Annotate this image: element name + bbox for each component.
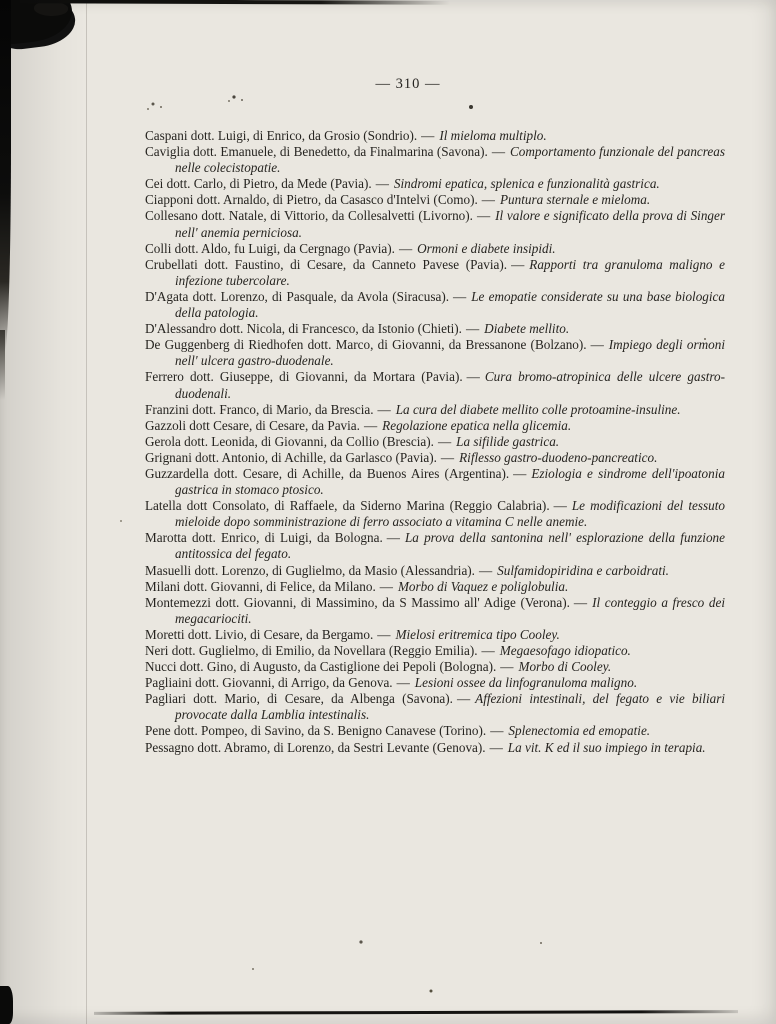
- entry-title: Affezioni intestinali, del fegato e vie biliari provocate dalla Lamblia intestinalis.: [175, 691, 725, 723]
- entry-title: Megaesofago idiopatico.: [499, 643, 631, 658]
- entry-name: D'Alessandro dott. Nicola, di Francesco, da Istonio (Chieti).: [145, 321, 462, 337]
- entry-name: Pagliaini dott. Giovanni, di Arrigo, da Genova.: [145, 675, 393, 691]
- entry-title: Eziologia e sindrome dell'ipoatonia gastrica in stomaco ptosico.: [175, 465, 726, 498]
- registry-entry-list: [145, 128, 725, 756]
- registry-entry: [145, 498, 725, 530]
- registry-entry: [145, 740, 725, 756]
- registry-entry: [145, 466, 725, 498]
- entry-name: Grignani dott. Antonio, di Achille, da Garlasco (Pavia).: [145, 449, 437, 465]
- scan-artifact-bottom-line: [94, 1010, 738, 1015]
- entry-title: Ormoni e diabete insipidi.: [417, 240, 556, 256]
- entry-title: Sulfamidopiridina e carboidrati.: [497, 562, 669, 578]
- entry-title: Mielosi eritremica tipo Cooley.: [395, 626, 560, 642]
- entry-separator: —: [465, 321, 480, 337]
- registry-entry: [145, 128, 725, 144]
- registry-entry: [145, 369, 725, 401]
- registry-entry: [145, 691, 725, 723]
- entry-title: Il valore e significato della prova di Singer nell' anemia perniciosa.: [175, 208, 725, 240]
- registry-entry: [145, 595, 725, 627]
- registry-entry: [145, 321, 725, 337]
- entry-name: Nucci dott. Gino, di Augusto, da Castiglione dei Pepoli (Bologna).: [145, 659, 497, 675]
- entry-name: Gazzoli dott Cesare, di Cesare, da Pavia.: [145, 417, 360, 433]
- registry-entry: [145, 337, 725, 369]
- entry-name: Milani dott. Giovanni, di Felice, da Milano.: [145, 578, 376, 594]
- entry-separator: —: [456, 691, 471, 707]
- entry-separator: —: [437, 433, 452, 449]
- entry-separator: —: [377, 626, 391, 642]
- registry-entry: [145, 144, 725, 176]
- entry-separator: —: [377, 401, 391, 417]
- entry-separator: —: [511, 256, 525, 272]
- entry-title: La cura del diabete mellito colle protoamine-insuline.: [395, 401, 681, 417]
- registry-entry: [145, 289, 725, 321]
- entry-title: Il mieloma multiplo.: [439, 128, 547, 143]
- entry-separator: —: [489, 739, 503, 755]
- registry-entry: [145, 208, 725, 240]
- entry-separator: —: [379, 578, 393, 594]
- registry-entry: [145, 241, 725, 257]
- entry-title: La vit. K ed il suo impiego in terapia.: [507, 739, 706, 755]
- page-number: — 310 —: [375, 76, 441, 92]
- scan-artifact-bottom-left-mark: [0, 986, 13, 1024]
- entry-separator: —: [500, 659, 514, 675]
- entry-name: Ferrero dott. Giuseppe, di Giovanni, da Mortara (Pavia).: [145, 369, 463, 385]
- entry-name: Caviglia dott. Emanuele, di Benedetto, da Finalmarina (Savona).: [145, 144, 488, 160]
- page-fold-line: [86, 0, 87, 1024]
- scan-artifact-left-streak-2: [0, 330, 5, 400]
- entry-title: Rapporti tra granuloma maligno e infezione tubercolare.: [175, 256, 725, 288]
- entry-title: Riflesso gastro-duodeno-pancreatico.: [459, 449, 658, 465]
- entry-separator: —: [363, 417, 378, 433]
- entry-title: Le emopatie considerate su una base biologica della patologia.: [175, 288, 725, 321]
- entry-separator: —: [440, 449, 455, 465]
- entry-name: Gerola dott. Leonida, di Giovanni, da Collio (Brescia).: [145, 433, 434, 449]
- entry-name: De Guggenberg di Riedhofen dott. Marco, di Giovanni, da Bressanone (Bolzano).: [145, 337, 587, 353]
- entry-name: Pene dott. Pompeo, di Savino, da S. Benigno Canavese (Torino).: [145, 723, 487, 739]
- entry-separator: —: [553, 498, 567, 514]
- registry-entry: [145, 530, 725, 562]
- registry-entry: [145, 176, 725, 192]
- entry-separator: —: [491, 144, 505, 160]
- entry-name: Franzini dott. Franco, di Mario, da Brescia.: [145, 401, 374, 417]
- registry-entry: [145, 418, 725, 434]
- entry-separator: —: [513, 465, 527, 481]
- entry-name: Colli dott. Aldo, fu Luigi, da Cergnago (Pavia).: [145, 240, 395, 256]
- entry-separator: —: [478, 562, 493, 578]
- entry-separator: —: [481, 192, 495, 208]
- entry-title: Lesioni ossee da linfogranuloma maligno.: [414, 675, 638, 691]
- entry-name: Crubellati dott. Faustino, di Cesare, da Canneto Pavese (Pavia).: [145, 256, 508, 272]
- entry-title: Il conteggio a fresco dei megacariociti.: [175, 594, 725, 626]
- entry-name: D'Agata dott. Lorenzo, di Pasquale, da Avola (Siracusa).: [145, 288, 450, 304]
- scanner-gutter: [0, 0, 86, 1024]
- entry-name: Pagliari dott. Mario, di Cesare, da Albenga (Savona).: [145, 691, 453, 707]
- registry-entry: [145, 434, 725, 450]
- entry-title: Morbo di Vaquez e poliglobulia.: [397, 578, 569, 594]
- entry-name: Masuelli dott. Lorenzo, di Guglielmo, da Masio (Alessandria).: [145, 562, 475, 578]
- entry-separator: —: [466, 369, 480, 385]
- entry-title: Morbo di Cooley.: [518, 659, 612, 675]
- entry-separator: —: [481, 643, 495, 658]
- entry-title: Diabete mellito.: [484, 321, 570, 337]
- entry-name: Neri dott. Guglielmo, di Emilio, da Novellara (Reggio Emilia).: [145, 643, 478, 658]
- entry-name: Moretti dott. Livio, di Cesare, da Bergamo.: [145, 626, 374, 642]
- entry-title: Puntura sternale e mieloma.: [499, 192, 651, 208]
- entry-separator: —: [398, 240, 413, 256]
- entry-name: Caspani dott. Luigi, di Enrico, da Grosio (Sondrio).: [145, 128, 418, 143]
- registry-entry: [145, 659, 725, 675]
- entry-name: Montemezzi dott. Giovanni, di Massimino, da S Massimo all' Adige (Verona).: [145, 594, 570, 610]
- entry-name: Cei dott. Carlo, di Pietro, da Mede (Pavia).: [145, 176, 372, 192]
- registry-entry: [145, 643, 725, 659]
- entry-separator: —: [590, 337, 604, 353]
- entry-title: La sifilide gastrica.: [456, 433, 560, 449]
- entry-separator: —: [490, 723, 504, 739]
- entry-title: Regolazione epatica nella glicemia.: [382, 417, 572, 433]
- registry-entry: [145, 675, 725, 691]
- entry-title: La prova della santonina nell' esplorazione della funzione antitossica del fegato.: [175, 530, 725, 562]
- entry-separator: —: [386, 530, 400, 546]
- registry-entry: [145, 192, 725, 208]
- entry-separator: —: [375, 176, 389, 192]
- entry-title: Impiego degli ormoni nell' ulcera gastro-duodenale.: [175, 337, 725, 369]
- registry-entry: [145, 257, 725, 289]
- entry-separator: —: [476, 208, 491, 224]
- registry-entry: [145, 579, 725, 595]
- entry-title: Le modificazioni del tessuto mieloide dopo somministrazione di ferro associato a vitamina C nelle anemie.: [175, 498, 725, 530]
- entry-separator: —: [421, 128, 435, 143]
- entry-name: Guzzardella dott. Cesare, di Achille, da Buenos Aires (Argentina).: [145, 465, 510, 481]
- registry-entry: [145, 450, 725, 466]
- scan-artifact-specks: [0, 0, 2, 2]
- entry-title: Comportamento funzionale del pancreas nelle colecistopatie.: [175, 144, 725, 176]
- entry-name: Pessagno dott. Abramo, di Lorenzo, da Sestri Levante (Genova).: [145, 739, 486, 755]
- entry-title: Splenectomia ed emopatie.: [508, 723, 651, 739]
- entry-name: Marotta dott. Enrico, di Luigi, da Bologna.: [145, 530, 383, 546]
- entry-separator: —: [396, 675, 410, 691]
- registry-entry: [145, 563, 725, 579]
- entry-name: Latella dott Consolato, di Raffaele, da Siderno Marina (Reggio Calabria).: [145, 498, 550, 514]
- registry-entry: [145, 627, 725, 643]
- entry-separator: —: [573, 594, 588, 610]
- entry-separator: —: [453, 288, 467, 304]
- entry-title: Sindromi epatica, splenica e funzionalità gastrica.: [393, 176, 660, 192]
- entry-title: Cura bromo-atropinica delle ulcere gastro-duodenali.: [175, 369, 725, 401]
- registry-entry: [145, 723, 725, 739]
- registry-entry: [145, 402, 725, 418]
- entry-name: Ciapponi dott. Arnaldo, di Pietro, da Casasco d'Intelvi (Como).: [145, 192, 478, 208]
- entry-name: Collesano dott. Natale, di Vittorio, da Collesalvetti (Livorno).: [145, 208, 473, 224]
